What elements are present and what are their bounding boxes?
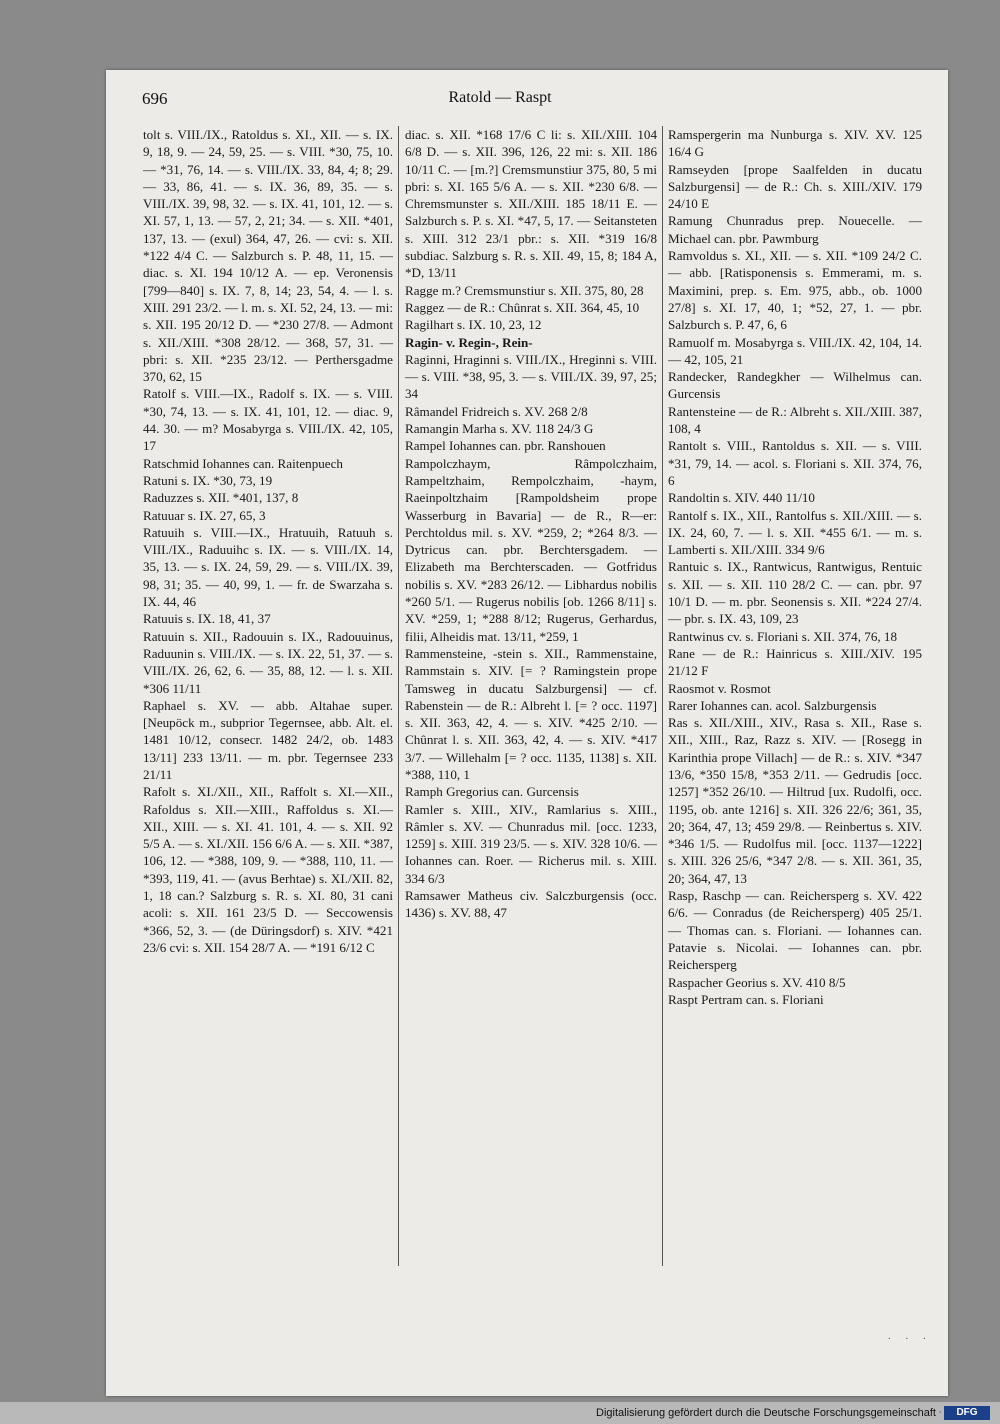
entry: Rampolczhaym, Râmpolczhaim, Rampeltzhaim, Rempolczhaim, -haym, Raeinpoltzhaim [Rampoldsheim prope Wasserburg in Bavaria] — de R., R—er: Perchtoldus mil. s. XV. *259, 2; *264 8/3. — Dytricus can. pbr. Berchtersgadem. — Elizabeth ma Berchterscaden. — Gotfridus nobilis s. XV. *283 26/12. — Libhardus nobilis *260 5/1. — Rugerus nobilis [ob. 1266 8/11] s. XV. *259, 1; *288 8/12; Rugerus, Gerhardus, filii, Alheidis mat. 13/11, *259, 1: [405, 455, 657, 644]
entry: Ratuuar s. IX. 27, 65, 3: [143, 507, 266, 523]
entry: Ramsawer Matheus civ. Salczburgensis (occ. 1436) s. XV. 88, 47: [405, 888, 657, 921]
entry: Ramung Chunradus prep. Nouecelle. — Michael can. pbr. Pawmburg: [668, 213, 922, 246]
footer-separator: ·: [938, 1406, 942, 1418]
entry: Ramler s. XIII., XIV., Ramlarius s. XIII., Râmler s. XV. — Chunradus mil. [occ. 1233, 1259] s. XIII. 319 23/5. — s. XIV. 328 10/6. — Iohannes can. Roer. — Richerus mil. s. XIII. 334 6/3: [405, 801, 657, 886]
entry: Ratschmid Iohannes can. Raitenpuech: [143, 455, 343, 471]
entry: Ramangin Marha s. XV. 118 24/3 G: [405, 421, 594, 437]
entry: Ragin- v. Regin-, Rein-: [405, 334, 533, 350]
entry: Rarer Iohannes can. acol. Salzburgensis: [668, 697, 877, 713]
entry: diac. s. XII. *168 17/6 C li: s. XII./XIII. 104 6/8 D. — s. XII. 396, 126, 22 mi: s. XII. 186 10/11 C. — [m.?] Cremsmunstiur 375, 80, 5 mi pbri: s. XI. 165 5/6 A. — s. XII. *230 6/8. — Chremsmunster s. XII./XIII. 185 18/11 E. — Salzburch s. P. s. XI. *47, 5, 17. — Seitansteten s. XIII. 312 23/1 pbr.: s. XII. *319 16/8 subdiac. Salzburg s. R. s. XII. 49, 15, 8; 184 A, *D, 13/11: [405, 127, 657, 281]
entry: Rane — de R.: Hainricus s. XIII./XIV. 195 21/12 F: [668, 645, 922, 679]
entry: Raspt Pertram can. s. Floriani: [668, 991, 824, 1007]
entry: Raspacher Georius s. XV. 410 8/5: [668, 974, 846, 990]
entry: Randoltin s. XIV. 440 11/10: [668, 490, 815, 506]
entry: Ramseyden [prope Saalfelden in ducatu Salzburgensi] — de R.: Ch. s. XIII./XIV. 179 24/10 E: [668, 161, 922, 212]
entry: Ragilhart s. IX. 10, 23, 12: [405, 317, 542, 333]
entry: Rantolt s. VIII., Rantoldus s. XII. — s. VIII. *31, 79, 14. — acol. s. Floriani s. XII. 374, 76, 6: [668, 438, 922, 488]
entry: Ratuni s. IX. *30, 73, 19: [143, 472, 273, 488]
column-divider: [662, 126, 663, 1266]
entry: Raggez — de R.: Chûnrat s. XII. 364, 45, 10: [405, 299, 640, 315]
entry: Rammensteine, -stein s. XII., Rammenstaine, Rammstain s. XIV. [= ? Ramingstein prope Tamsweg in ducatu Salzburgensi] — cf. Rabenstein — de R.: Albreht l. [= ? occ. 1197] s. XII. 363, 42, 4. — s. XIV. *425 2/10. — Chûnrat l. s. XII. 363, 42, 4. — s. XIV. *417 3/7. — Willehalm [= ? occ. 1135, 1138] s. XII. *388, 110, 1: [405, 645, 657, 782]
footer-credit: Digitalisierung gefördert durch die Deutsche Forschungsgemeinschaft: [596, 1407, 936, 1419]
page-number: 696: [142, 89, 168, 108]
column-divider: [398, 126, 399, 1266]
entry: Ramspergerin ma Nunburga s. XIV. XV. 125 16/4 G: [668, 127, 922, 160]
column-3: [668, 126, 922, 1008]
running-header: Ratold — Raspt: [448, 89, 552, 106]
entry: Ramph Gregorius can. Gurcensis: [405, 784, 579, 800]
dfg-logo[interactable]: DFG: [944, 1406, 990, 1420]
entry: Râmandel Fridreich s. XV. 268 2/8: [405, 403, 588, 419]
entry: Ragge m.? Cremsmunstiur s. XII. 375, 80, 28: [405, 282, 644, 298]
entry: Ratolf s. VIII.—IX., Radolf s. IX. — s. VIII. *30, 74, 13. — s. IX. 41, 101, 12. — diac. 9, 44. 30. — m? Mosabyrga s. VIII./IX. 42, 105, 17: [143, 386, 393, 454]
entry: Raginni, Hraginni s. VIII./IX., Hreginni s. VIII. — s. VIII. *38, 95, 3. — s. VIII./IX. 39, 97, 25; 34: [405, 351, 657, 402]
footer-bar: [0, 1402, 1000, 1424]
entry: Randecker, Randegkher — Wilhelmus can. Gurcensis: [668, 369, 922, 402]
entry: Rantuic s. IX., Rantwicus, Rantwigus, Rentuic s. XII. — s. XII. 110 28/2 C. — can. pbr. 97 10/1 D. — m. pbr. Seonensis s. XII. *224 27/4. — pbr. s. IX. 43, 109, 23: [668, 559, 922, 627]
entry: tolt s. VIII./IX., Ratoldus s. XI., XII. — s. IX. 9, 18, 9. — 24, 59, 25. — s. VIII. *30, 75, 10. — *31, 76, 14. — s. VIII./IX. 33, 84, 4; 8; 29. — 33, 86, 41. — s. IX. 36, 89, 35. — s. VIII./IX. 39, 98, 32. — s. IX. 41, 101, 12. — s. XI. 57, 1, 13. — 57, 2, 21; 34. — s. XII. *401, 137, 13. — (exul) 364, 47, 26. — cvi: s. XII. *122 4/4 C. — Salzburch s. P. 48, 11, 15. — diac. s. XI. 194 10/12 A. — ep. Veronensis [799—840] s. IX. 7, 8, 14; 23, 54, 4. — l. s. XIII. 291 23/2. — l. m. s. XI. 52, 24, 13. — mi: s. XII. 195 20/12 D. — *230 27/8. — Admont s. XII./XIII. *308 28/12. — 368, 57, 31. — pbri: s. XII. *235 23/12. — Perthersgadme 370, 62, 15: [143, 127, 393, 385]
entry: Rampel Iohannes can. pbr. Ranshouen: [405, 438, 606, 454]
column-2: [405, 126, 657, 922]
entry: Ratuuin s. XII., Radouuin s. IX., Radouuinus, Raduunin s. VIII./IX. — s. IX. 22, 51, 37. — s. VIII./IX. 26, 62, 6. — 35, 88, 12. — l. s. XII. *306 11/11: [143, 628, 393, 696]
entry: Rasp, Raschp — can. Reichersperg s. XV. 422 6/6. — Conradus (de Reichersperg) 405 25/1. — Thomas can. s. Floriani. — Iohannes can. Patavie s. Nicolai. — Iohannes can. pbr. Reichersperg: [668, 888, 922, 973]
column-1: [143, 126, 393, 956]
entry: Rantolf s. IX., XII., Rantolfus s. XII./XIII. — s. IX. 24, 60, 7. — l. s. XII. *455 6/1. — m. s. Lamberti s. XII./XIII. 334 9/6: [668, 507, 922, 558]
entry: Ramvoldus s. XI., XII. — s. XII. *109 24/2 C. — abb. [Ratisponensis s. Emmerami, m. s. Maximini, prep. s. Em. 975, abb., ob. 1000 27/8] s. XI. 17, 40, 1; *52, 27, 1. — pbr. Salzburch s. P. 47, 6, 6: [668, 248, 922, 333]
entry: Rantensteine — de R.: Albreht s. XII./XIII. 387, 108, 4: [668, 403, 922, 437]
entry: Rantwinus cv. s. Floriani s. XII. 374, 76, 18: [668, 628, 898, 644]
entry: Rafolt s. XI./XII., XII., Raffolt s. XI.—XII., Rafoldus s. XII.—XIII., Raffoldus s. XI.—XII., XIII. — s. XI. 41. 101, 4. — s. XII. 92 5/5 A. — s. XI./XII. 156 6/6 A. — s. XII. *387, 106, 12. — *388, 109, 9. — *388, 110, 11. — *393, 119, 41. — (avus Berhtae) s. XI./XII. 82, 1, 18 can.? Salzburg s. R. s. XI. 80, 31 cani acoli: s. XII. 161 23/5 D. — Seccowensis *366, 52, 3. — (de Düringsdorf) s. XIV. *421 23/6 cvi: s. XII. 154 28/7 A. — *191 6/12 C: [143, 784, 393, 955]
entry: Ras s. XII./XIII., XIV., Rasa s. XII., Rase s. XII., XIII., Raz, Razz s. XIV. — [Rosegg in Karinthia prope Villach] — de R.: s. XIV. *347 13/6, *350 15/8, *353 2/11. — Gedrudis [occ. 1257] *352 26/10. — Hiltrud [ux. Rudolfi, occ. 1195, ob. ante 1216] s. XII. 326 22/6; 361, 35, 20; 364, 47, 13; 459 29/8. — Reinbertus s. XIV. *346 1/5. — Rudolfus mil. [occ. 1137—1222] s. XIII. 326 25/6, *347 2/8. — s. XII. 361, 35, 20; 364, 47, 13: [668, 715, 922, 886]
entry: Ratuuih s. VIII.—IX., Hratuuih, Ratuuh s. VIII./IX., Raduuihc s. IX. — s. VIII./IX. 14, 35, 13. — s. IX. 24, 59, 29. — s. VIII./IX. 39, 98, 31; 35. — 40, 99, 1. — fr. de Swarzaha s. IX. 44, 46: [143, 524, 393, 610]
entry: Ratuuis s. IX. 18, 41, 37: [143, 611, 271, 627]
entry: Raduzzes s. XII. *401, 137, 8: [143, 490, 299, 506]
entry: Ramuolf m. Mosabyrga s. VIII./IX. 42, 104, 14. — 42, 105, 21: [668, 334, 922, 367]
entry: Raosmot v. Rosmot: [668, 680, 771, 696]
scan-marks: . . .: [888, 1330, 932, 1342]
entry: Raphael s. XV. — abb. Altahae super. [Neupöck m., subprior Tegernsee, abb. Alt. el. 1481 10/12, consecr. 1482 24/2, ob. 1483 13/11] 233 13/11. — m. pbr. Tegernsee 233 21/11: [143, 697, 393, 782]
